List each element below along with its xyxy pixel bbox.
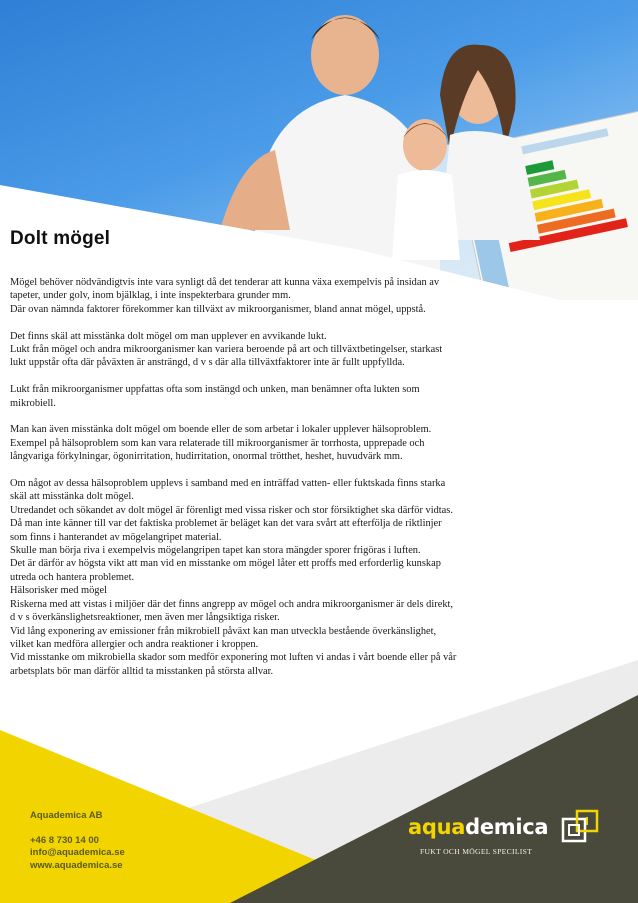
family-photo-illustration bbox=[0, 0, 638, 300]
text-line: Mögel behöver nödvändigtvis inte vara synligt då det tenderar att kunna växa exempelvis på insidan av bbox=[10, 277, 440, 288]
paragraph-2 bbox=[10, 330, 530, 370]
paragraph-3 bbox=[10, 383, 530, 410]
logo-mark-icon bbox=[561, 807, 601, 847]
company-email[interactable]: info@aquademica.se bbox=[30, 847, 125, 858]
text-line: Det finns skäl att misstänka dolt mögel om man upplever en avvikande lukt. bbox=[10, 330, 327, 342]
aquademica-logo bbox=[408, 815, 608, 865]
text-line: Skulle man börja riva i exempelvis mögelangripen tapet kan stora mängder sporer frigöras i luften. bbox=[10, 545, 421, 557]
text-line: långvariga förkylningar, ögonirritation, hudirritation, onormal trötthet, heshet, huvudvärk mm. bbox=[10, 451, 403, 463]
text-line: skäl att misstänka dolt mögel. bbox=[10, 491, 134, 503]
text-line: Vid lång exponering av emissioner från mikrobiell påväxt kan man utveckla bestående överkänslighet, bbox=[10, 625, 437, 637]
paragraph-4 bbox=[10, 423, 530, 463]
logo-wordmark bbox=[408, 815, 548, 839]
text-line: Då man inte känner till var det faktiska problemet är beläget kan det vara svårt att efterfölja de riktlinjer bbox=[10, 518, 442, 530]
text-line: Exempel på hälsoproblem som kan vara relaterade till mikroorganismer är torrhosta, upprepade och bbox=[10, 437, 425, 449]
paragraph-1 bbox=[10, 276, 530, 316]
text-line: d v s överkänslighetsreaktioner, men även mer långsiktiga risker. bbox=[10, 612, 280, 624]
text-line: Om något av dessa hälsoproblem upplevs i samband med en inträffad vatten- eller fuktskada finns starka bbox=[10, 478, 446, 490]
text-line: Lukt från mikroorganismer uppfattas ofta som instängd och unken, man benämner ofta lukten som bbox=[10, 384, 420, 396]
logo-word-aqua: aqua bbox=[408, 815, 466, 839]
text-line: Det är därför av högsta vikt att man vid en misstanke om mögel låter ett proffs med erforderlig kunskap bbox=[10, 558, 441, 570]
hero-photo bbox=[0, 0, 638, 300]
company-website[interactable]: www.aquademica.se bbox=[30, 859, 123, 871]
logo-tagline: FUKT OCH MÖGEL SPECILIST bbox=[420, 847, 533, 856]
text-line: Utredandet och sökandet av dolt mögel är förenligt med vissa risker och stor försiktighet ska därför vidtas. bbox=[10, 504, 453, 516]
text-line: Lukt från mögel och andra mikroorganismer kan variera beroende på art och tillväxtbetingelser, starkast bbox=[10, 344, 443, 356]
logo-word-demica: demica bbox=[465, 815, 549, 839]
text-line: Riskerna med att vistas i miljöer där det finns angrepp av mögel och andra mikroorganismer är dels direkt, bbox=[10, 598, 454, 610]
page-title: Dolt mögel bbox=[10, 228, 111, 249]
text-line: Vid misstanke om mikrobiella skador som medför exponering mot luften vi andas i vårt boende eller på vår bbox=[10, 652, 457, 664]
text-line: tapeter, under golv, inom bjälklag, i inte inspekterbara grunder mm. bbox=[10, 290, 291, 302]
text-line: utreda och hantera problemet. bbox=[10, 571, 135, 583]
text-line: Där ovan nämnda faktorer förekommer kan tillväxt av mikroorganismer, bland annat mögel, uppstå. bbox=[10, 303, 426, 315]
company-name: Aquademica AB bbox=[30, 810, 103, 821]
section-heading-health-risks: Hälsorisker med mögel bbox=[10, 585, 107, 597]
text-line: som finns i hanterandet av mögelangripet material. bbox=[10, 531, 222, 543]
company-info bbox=[30, 810, 125, 872]
text-line: mikrobiell. bbox=[10, 397, 56, 409]
text-line: vilket kan medföra allergier och andra reaktioner i kroppen. bbox=[10, 638, 259, 650]
text-line: lukt uppstår ofta där påväxten är ansträngd, d v s där alla tillväxtfaktorer inte är fullt uppfyllda. bbox=[10, 357, 405, 369]
company-phone[interactable]: +46 8 730 14 00 bbox=[30, 834, 99, 846]
text-line: arbetsplats bör man därför alltid ta misstanken på största allvar. bbox=[10, 665, 274, 677]
text-line: Man kan även misstänka dolt mögel om boende eller de som arbetar i lokaler upplever hälsoproblem. bbox=[10, 424, 432, 436]
